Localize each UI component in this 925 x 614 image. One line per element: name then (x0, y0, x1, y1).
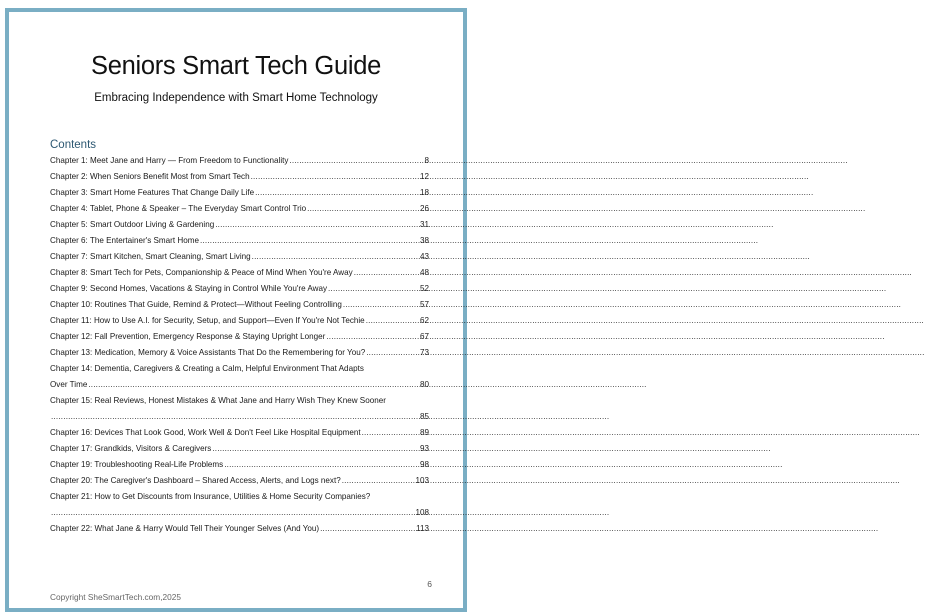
toc-page-number: 67 (419, 332, 429, 341)
toc-entry[interactable] (50, 251, 429, 262)
toc-chapter-title: Chapter 5: Smart Outdoor Living & Gardening (50, 220, 215, 229)
toc-chapter-title: Chapter 20: The Caregiver's Dashboard – Shared Access, Alerts, and Logs next? (50, 476, 341, 485)
toc-dot-leader (354, 267, 419, 278)
toc-line (50, 203, 429, 214)
toc-dot-leader (251, 171, 419, 182)
toc-entry[interactable] (50, 491, 429, 518)
toc-chapter-title: Chapter 11: How to Use A.I. for Security, Setup, and Support—Even If You're Not Techie (50, 316, 365, 325)
toc-dot-leader (328, 283, 419, 294)
toc-entry[interactable] (50, 459, 429, 470)
toc-line (50, 267, 429, 278)
toc-dot-leader (342, 475, 415, 486)
page-number: 6 (427, 579, 432, 589)
toc-entry[interactable] (50, 283, 429, 294)
toc-entry[interactable] (50, 155, 429, 166)
toc-dot-leader (343, 299, 419, 310)
toc-entry[interactable] (50, 395, 429, 422)
toc-dot-leader (51, 411, 419, 422)
toc-line (50, 507, 429, 518)
toc-page-number: 48 (419, 268, 429, 277)
toc-page-number: 31 (419, 220, 429, 229)
toc-chapter-title: Chapter 4: Tablet, Phone & Speaker – The Everyday Smart Control Trio (50, 204, 307, 213)
toc-dot-leader (212, 443, 419, 454)
toc-page-number: 103 (415, 476, 429, 485)
toc-line (50, 491, 429, 502)
toc-chapter-title: Over Time (50, 380, 88, 389)
toc-page-number: 52 (419, 284, 429, 293)
document-subtitle: Embracing Independence with Smart Home Technology (94, 92, 378, 104)
toc-line (50, 363, 429, 374)
toc-dot-leader (51, 507, 414, 518)
toc-page-number: 57 (419, 300, 429, 309)
toc-line (50, 235, 429, 246)
toc-dot-leader (289, 155, 423, 166)
toc-line (50, 459, 429, 470)
toc-chapter-title: Chapter 16: Devices That Look Good, Work Well & Don't Feel Like Hospital Equipment (50, 428, 361, 437)
toc-dot-leader (320, 523, 415, 534)
toc-dot-leader (362, 427, 419, 438)
toc-chapter-title: Chapter 15: Real Reviews, Honest Mistakes & What Jane and Harry Wish They Knew Sooner (50, 396, 386, 405)
toc-page-number: 108 (415, 508, 429, 517)
toc-page-number: 80 (419, 380, 429, 389)
toc-entry[interactable] (50, 523, 429, 534)
toc-chapter-title: Chapter 22: What Jane & Harry Would Tell Their Younger Selves (And You) (50, 524, 320, 533)
toc-line (50, 443, 429, 454)
toc-page-number: 85 (419, 412, 429, 421)
toc-page-number: 73 (419, 348, 429, 357)
toc-line (50, 411, 429, 422)
toc-line (50, 299, 429, 310)
toc-line (50, 475, 429, 486)
toc-entry[interactable] (50, 347, 429, 358)
toc-line (50, 395, 429, 406)
toc-line (50, 171, 429, 182)
toc-dot-leader (326, 331, 419, 342)
copyright-notice: Copyright SheSmartTech.com,2025 (50, 592, 181, 602)
toc-entry[interactable] (50, 299, 429, 310)
toc-entry[interactable] (50, 235, 429, 246)
contents-heading: Contents (50, 139, 97, 151)
toc-entry[interactable] (50, 427, 429, 438)
toc-page-number: 113 (416, 524, 429, 533)
toc-dot-leader (366, 347, 419, 358)
toc-line (50, 427, 429, 438)
toc-chapter-title: Chapter 13: Medication, Memory & Voice Assistants That Do the Remembering for You? (50, 348, 366, 357)
toc-entry[interactable] (50, 187, 429, 198)
toc-dot-leader (200, 235, 419, 246)
toc-chapter-title: Chapter 9: Second Homes, Vacations & Staying in Control While You're Away (50, 284, 328, 293)
toc-line (50, 187, 429, 198)
toc-line (50, 219, 429, 230)
toc-entry[interactable] (50, 203, 429, 214)
toc-entry[interactable] (50, 315, 429, 326)
toc-page-number: 43 (419, 252, 429, 261)
toc-entry[interactable] (50, 267, 429, 278)
toc-page-number: 62 (419, 316, 429, 325)
toc-page-number: 93 (419, 444, 429, 453)
document-title: Seniors Smart Tech Guide (91, 52, 381, 80)
toc-entry[interactable] (50, 443, 429, 454)
toc-chapter-title: Chapter 19: Troubleshooting Real-Life Problems (50, 460, 224, 469)
toc-page-number: 89 (419, 428, 429, 437)
toc-page-number: 98 (419, 460, 429, 469)
toc-chapter-title: Chapter 2: When Seniors Benefit Most from Smart Tech (50, 172, 250, 181)
toc-page-number: 8 (424, 156, 429, 165)
toc-line (50, 283, 429, 294)
toc-entry[interactable] (50, 475, 429, 486)
toc-chapter-title: Chapter 12: Fall Prevention, Emergency Response & Staying Upright Longer (50, 332, 326, 341)
toc-chapter-title: Chapter 3: Smart Home Features That Change Daily Life (50, 188, 255, 197)
toc-page-number: 18 (419, 188, 429, 197)
toc-chapter-title: Chapter 17: Grandkids, Visitors & Caregivers (50, 444, 212, 453)
toc-line (50, 251, 429, 262)
toc-dot-leader (307, 203, 419, 214)
table-of-contents (50, 155, 429, 539)
toc-line (50, 523, 429, 534)
toc-dot-leader (215, 219, 419, 230)
toc-dot-leader (255, 187, 419, 198)
toc-line (50, 315, 429, 326)
toc-chapter-title: Chapter 7: Smart Kitchen, Smart Cleaning, Smart Living (50, 252, 251, 261)
toc-entry[interactable] (50, 331, 429, 342)
toc-chapter-title: Chapter 14: Dementia, Caregivers & Creating a Calm, Helpful Environment That Adapts (50, 364, 364, 373)
toc-chapter-title: Chapter 21: How to Get Discounts from Insurance, Utilities & Home Security Companies? (50, 492, 371, 501)
toc-page-number: 26 (419, 204, 429, 213)
toc-entry[interactable] (50, 219, 429, 230)
document-page (5, 8, 467, 612)
toc-chapter-title: Chapter 10: Routines That Guide, Remind & Protect—Without Feeling Controlling (50, 300, 342, 309)
toc-line (50, 347, 429, 358)
toc-entry[interactable] (50, 363, 429, 390)
toc-page-number: 38 (419, 236, 429, 245)
toc-chapter-title: Chapter 8: Smart Tech for Pets, Companionship & Peace of Mind When You're Away (50, 268, 353, 277)
toc-line (50, 155, 429, 166)
toc-line (50, 331, 429, 342)
toc-page-number: 12 (419, 172, 429, 181)
toc-entry[interactable] (50, 171, 429, 182)
toc-chapter-title: Chapter 1: Meet Jane and Harry — From Freedom to Functionality (50, 156, 289, 165)
toc-dot-leader (224, 459, 419, 470)
toc-chapter-title: Chapter 6: The Entertainer's Smart Home (50, 236, 199, 245)
toc-line (50, 379, 429, 390)
toc-dot-leader (88, 379, 419, 390)
toc-dot-leader (252, 251, 419, 262)
toc-dot-leader (366, 315, 419, 326)
